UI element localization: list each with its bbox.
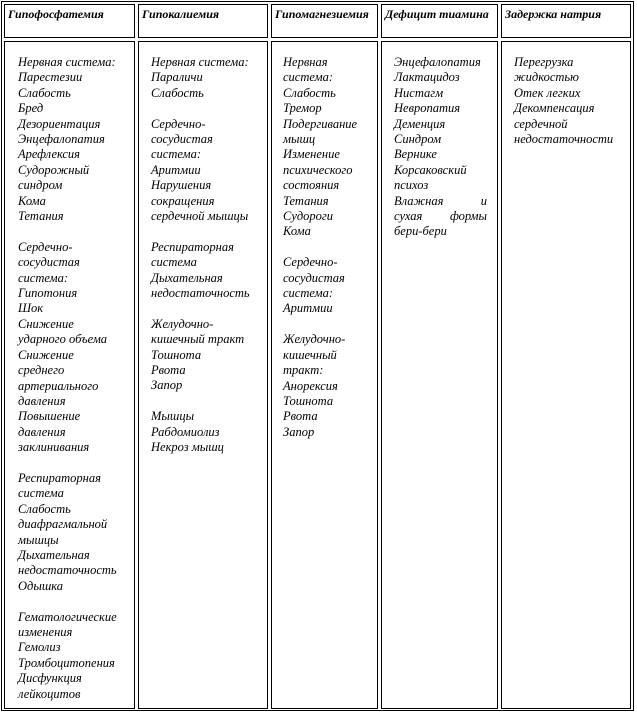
symptom-line: Нервная <box>283 55 328 69</box>
symptom-line: Корсаковский <box>394 162 467 177</box>
symptom-line: Бред <box>18 101 44 116</box>
symptom-line: среднего <box>18 363 65 378</box>
spacer <box>18 594 130 609</box>
symptom-line: Нарушения <box>151 178 212 193</box>
symptom-line: система: <box>283 70 333 85</box>
symptom-line: Одышка <box>18 578 64 593</box>
symptom-line: Тошнота <box>283 393 334 408</box>
symptom-line: Сердечно- <box>283 255 338 270</box>
symptom-line: сосудистая <box>283 270 345 285</box>
symptom-line: Лактацидоз <box>394 70 460 85</box>
symptom-line: давления <box>18 393 66 408</box>
symptom-line: Рабдомиолиз <box>151 424 220 439</box>
symptom-line: Дыхательная <box>151 270 223 285</box>
symptom-line: Повышение <box>18 409 81 424</box>
symptom-line: ударного объема <box>18 332 108 347</box>
symptom-line: Гематологические <box>18 609 117 624</box>
symptom-line: психического <box>283 162 353 177</box>
symptom-line: система: <box>283 286 333 301</box>
symptom-line: Судороги <box>283 209 334 224</box>
spacer <box>18 224 130 239</box>
symptom-line: Анорексия <box>283 378 338 393</box>
symptom-line: Невропатия <box>394 101 461 116</box>
symptom-line: система <box>151 255 197 270</box>
symptom-line: Кома <box>283 224 311 239</box>
symptom-line: Арефлексия <box>18 147 80 162</box>
symptom-line: сосудистая <box>151 132 213 147</box>
symptom-line: сосудистая <box>18 255 80 270</box>
symptom-line: Респираторная <box>151 239 234 254</box>
column-hypophosphatemia <box>4 41 135 709</box>
column-thiamine-deficiency <box>381 41 498 709</box>
symptom-line: Аритмии <box>283 301 333 316</box>
symptom-line: Парестезии <box>18 70 83 85</box>
symptom-line: Аритмии <box>151 162 201 177</box>
symptom-line: Слабость <box>283 85 336 100</box>
symptom-line: недостаточность <box>151 286 250 301</box>
symptom-line: Дисфункция <box>18 671 82 686</box>
spacer <box>151 301 265 316</box>
column-sodium-retention <box>501 41 631 709</box>
spacer <box>283 240 375 255</box>
symptom-line: Мышцы <box>151 409 195 424</box>
symptom-line: тракт: <box>283 363 324 378</box>
symptom-line: сердечной <box>514 116 568 131</box>
symptom-line: диафрагмальной <box>18 517 108 532</box>
symptom-line: Подергивание <box>283 116 358 131</box>
symptom-line: Рвота <box>283 409 318 424</box>
symptom-line: кишечный тракт <box>151 332 245 347</box>
symptom-list <box>283 55 375 440</box>
header-thiamine-deficiency: Дефицит тиамина <box>381 4 498 38</box>
spacer <box>151 224 265 239</box>
symptom-line: Респираторная <box>18 470 101 485</box>
spacer <box>151 101 265 116</box>
spacer <box>283 317 375 332</box>
symptom-line: Перегрузка <box>514 55 574 69</box>
symptom-line: Параличи <box>151 70 203 85</box>
symptom-line: Слабость <box>18 85 71 100</box>
symptom-line: бери-бери <box>394 224 447 239</box>
symptom-line: Нистагм <box>394 85 444 100</box>
header-sodium-retention: Задержка натрия <box>501 4 631 38</box>
symptom-line: Гемолиз <box>18 640 61 655</box>
symptom-line: сухая формы <box>394 209 487 224</box>
symptom-line: Кома <box>18 193 46 208</box>
symptom-line: Декомпенсация <box>514 101 595 116</box>
symptom-line: Нервная система: <box>151 55 249 69</box>
symptom-line: Тремор <box>283 101 322 116</box>
spacer <box>151 394 265 409</box>
symptom-line: система <box>18 486 64 501</box>
symptom-line: Изменение <box>283 147 340 162</box>
symptom-list <box>18 55 130 702</box>
symptom-line: недостаточность <box>18 563 117 578</box>
symptom-line: состояния <box>283 178 340 193</box>
symptom-line: Энцефалопатия <box>18 132 105 147</box>
symptom-line: Слабость <box>18 501 71 516</box>
header-hypomagnesemia: Гипомагнезиемия <box>271 4 378 38</box>
symptom-line: система: <box>151 147 201 162</box>
symptom-line: Шок <box>18 301 44 316</box>
column-hypomagnesemia <box>271 41 378 709</box>
symptom-line: Некроз мышц <box>151 440 224 455</box>
symptom-line: Вернике <box>394 147 437 162</box>
symptom-list <box>514 55 628 147</box>
symptom-line: Тетания <box>18 209 64 224</box>
symptom-line: Дыхательная <box>18 547 90 562</box>
symptom-line: сокращения <box>151 193 215 208</box>
symptom-line: изменения <box>18 624 73 639</box>
symptom-line: сердечной мышцы <box>151 209 249 224</box>
symptom-line: Энцефалопатия <box>394 55 481 69</box>
symptom-line: Деменция <box>394 116 446 131</box>
symptom-line: Дезориентация <box>18 116 101 131</box>
symptom-list <box>151 55 265 456</box>
symptom-line: Рвота <box>151 363 186 378</box>
symptom-line: Гипотония <box>18 286 78 301</box>
symptom-line: кишечный <box>283 347 337 362</box>
symptom-line: Тошнота <box>151 347 202 362</box>
symptom-line: недостаточности <box>514 132 614 147</box>
symptom-line: мышц <box>283 132 316 147</box>
symptom-line: мышцы <box>18 532 59 547</box>
symptom-line: Снижение <box>18 316 74 331</box>
symptom-line: заклинивания <box>18 440 90 455</box>
symptom-list <box>394 55 487 240</box>
symptom-line: Слабость <box>151 85 204 100</box>
symptom-line: Судорожный <box>18 162 90 177</box>
header-hypophosphatemia: Гипофосфатемия <box>4 4 135 38</box>
symptom-line: Отек легких <box>514 85 581 100</box>
symptom-line: Желудочно- <box>283 332 346 347</box>
symptom-line: Тромбоцитопения <box>18 655 115 670</box>
symptom-line: Синдром <box>394 132 442 147</box>
symptom-line: Тетания <box>283 193 329 208</box>
spacer <box>18 456 130 471</box>
symptom-line: Запор <box>151 378 183 393</box>
symptom-line: жидкостью <box>514 70 579 85</box>
symptom-line: синдром <box>18 178 63 193</box>
header-hypokalemia: Гипокалиемия <box>138 4 268 38</box>
symptom-line: система: <box>18 270 68 285</box>
column-hypokalemia <box>138 41 268 709</box>
symptom-line: Нервная система: <box>18 55 116 69</box>
symptom-line: Сердечно- <box>151 116 206 131</box>
symptom-line: Запор <box>283 424 315 439</box>
symptom-line: Желудочно- <box>151 316 214 331</box>
symptom-line: Влажная и <box>394 193 487 208</box>
symptom-line: давления <box>18 424 66 439</box>
symptom-line: артериального <box>18 378 99 393</box>
symptom-line: лейкоцитов <box>18 686 81 701</box>
symptom-line: Сердечно- <box>18 239 73 254</box>
symptom-line: Снижение <box>18 347 74 362</box>
symptom-line: психоз <box>394 178 429 193</box>
